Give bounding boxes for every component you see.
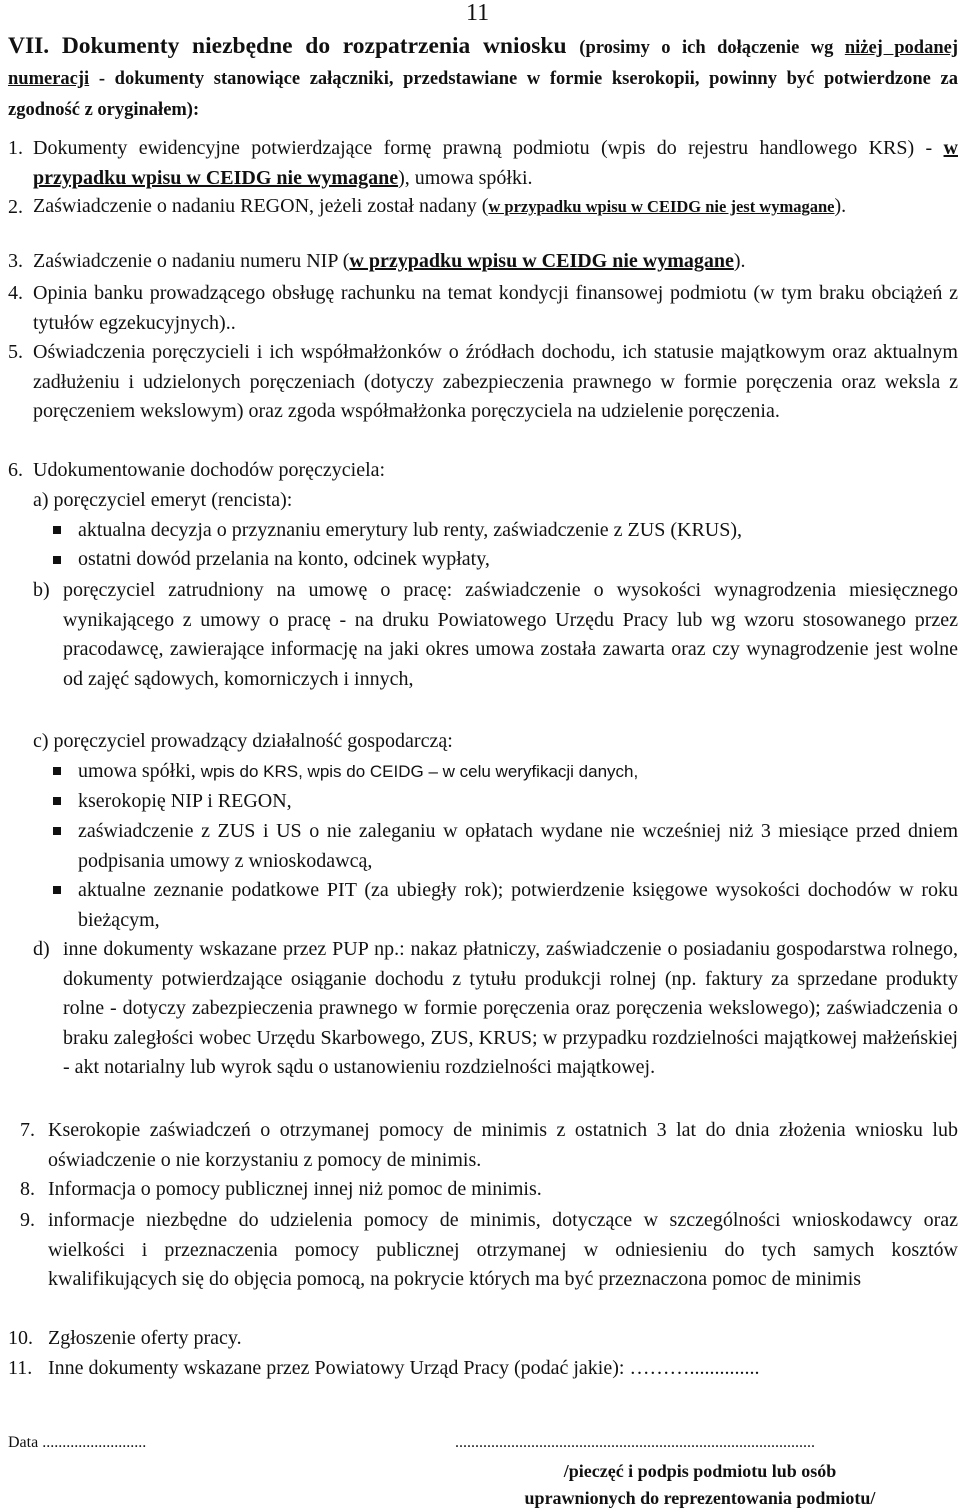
item-3-number: 3.	[8, 250, 23, 272]
item-6c-bullet-4: aktualne zeznanie podatkowe PIT (za ubiegły rok); potwierdzenie księgowe wysokości dochodów w roku bieżącym,	[78, 879, 958, 931]
item-6c-label: c) poręczyciel prowadzący działalność gospodarczą:	[33, 730, 453, 752]
heading-main: VII. Dokumenty niezbędne do rozpatrzenia wniosku	[8, 33, 567, 59]
item-6c-bullet-3: zaświadczenie z ZUS i US o nie zaleganiu w opłatach wydane nie wcześniej niż 3 miesiące przed dniem podpisania umowy z wnioskodawcą,	[78, 820, 958, 872]
item-6: Udokumentowanie dochodów poręczyciela:	[33, 459, 386, 481]
item-5: Oświadczenia poręczycieli i ich współmałżonków o źródłach dochodu, ich statusie majątkowym oraz aktualnym zadłużeniu i udzielonych poręczeniach (dotyczy zabezpieczenia prawnego w formie poręczenia oraz weksla z poręczeniem wekslowym) oraz zgoda współmałżonka poręczyciela na udzielenie poręczenia.	[33, 341, 958, 422]
item-7: Kserokopie zaświadczeń o otrzymanej pomocy de minimis z ostatnich 3 lat do dnia złożenia wniosku lub oświadczenie o nie korzystaniu z pomocy de minimis.	[48, 1119, 958, 1171]
item-9-number: 9.	[20, 1209, 35, 1231]
item-6a-label: a) poręczyciel emeryt (rencista):	[33, 489, 293, 511]
item-6b: poręczyciel zatrudniony na umowę o pracę: zaświadczenie o wysokości wynagrodzenia miesięcznego wynikającego z umowy o pracę - na druku Powiatowego Urzędu Pracy lub wg wzoru stosowanego przez pracodawcę, zawierające informację na jaki okres umowa została zawarta oraz czy wynagrodzenie jest wolne od zajęć sądowych, komorniczych i innych,	[63, 579, 958, 690]
section-heading	[8, 32, 958, 125]
item-6a-bullet-2: ostatni dowód przelania na konto, odcinek wypłaty,	[78, 548, 490, 570]
item-11-number: 11.	[8, 1357, 33, 1379]
item-1: Dokumenty ewidencyjne potwierdzające formę prawną podmiotu (wpis do rejestru handlowego KRS) - w przypadku wpisu w CEIDG nie wymagane), umowa spółki.	[33, 137, 958, 189]
signature-line: ..........................................................................................	[455, 1434, 815, 1451]
date-field: Data ..........................	[8, 1434, 147, 1451]
item-11: Inne dokumenty wskazane przez Powiatowy Urząd Pracy (podać jakie): ………..............	[48, 1357, 760, 1379]
item-1-number: 1.	[8, 137, 23, 159]
bullet-icon	[53, 767, 61, 775]
item-8-number: 8.	[20, 1178, 35, 1200]
item-8: Informacja o pomocy publicznej innej niż pomoc de minimis.	[48, 1178, 542, 1200]
signature-caption: /pieczęć i podpis podmiotu lub osób uprawnionych do reprezentowania podmiotu/	[524, 1461, 876, 1508]
item-6c-bullet-2: kserokopię NIP i REGON,	[78, 790, 292, 812]
item-5-number: 5.	[8, 341, 23, 363]
item-10: Zgłoszenie oferty pracy.	[48, 1327, 242, 1349]
item-6d: inne dokumenty wskazane przez PUP np.: nakaz płatniczy, zaświadczenie o posiadaniu gospodarstwa rolnego, dokumenty potwierdzające osiąganie dochodu z tytułu produkcji rolnej (np. faktury za sprzedane produkty rolne - dotyczy zabezpieczenia prawnego w formie poręczenia oraz poręczenia wekslowego); zaświadczenia o braku zaległości wobec Urzędu Skarbowego, ZUS, KRUS; w przypadku rozdzielności majątkowej małżeńskiej - akt notarialny lub wyrok sądu o ustanowieniu rozdzielności majątkowej.	[63, 938, 958, 1078]
item-4: Opinia banku prowadzącego obsługę rachunku na temat kondycji finansowej podmiotu (w tym braku obciążeń z tytułów egzekucyjnych)..	[33, 282, 958, 334]
bullet-icon	[53, 526, 61, 534]
bullet-icon	[53, 886, 61, 894]
item-6a-bullet-1: aktualna decyzja o przyznaniu emerytury lub renty, zaświadczenie z ZUS (KRUS),	[78, 519, 743, 541]
item-2: Zaświadczenie o nadaniu REGON, jeżeli został nadany (w przypadku wpisu w CEIDG nie jest wymagane).	[33, 195, 847, 217]
item-6c-bullet-1: umowa spółki, wpis do KRS, wpis do CEIDG – w celu weryfikacji danych,	[78, 760, 639, 782]
item-2-number: 2.	[8, 196, 23, 218]
item-6b-label: b)	[33, 579, 50, 601]
bullet-icon	[53, 827, 61, 835]
bullet-icon	[53, 556, 61, 564]
item-9: informacje niezbędne do udzielenia pomocy de minimis, dotyczące w szczególności wnioskodawcy oraz wielkości i przeznaczenia pomocy publicznej otrzymanej w odniesieniu do tych samych kosztów kwalifikujących się do objęcia pomocą, na pokrycie których ma być przeznaczona pomoc de minimis	[48, 1209, 958, 1290]
page-number: 11	[466, 0, 490, 26]
heading-sub: (prosimy o ich dołączenie wg niżej podanej numeracji - dokumenty stanowiące załączniki, przedstawiane w formie kserokopii, powinny być potwierdzone za zgodność z oryginałem):	[8, 38, 959, 120]
bullet-icon	[53, 797, 61, 805]
item-7-number: 7.	[20, 1119, 35, 1141]
item-3: Zaświadczenie o nadaniu numeru NIP (w przypadku wpisu w CEIDG nie wymagane).	[33, 250, 746, 272]
item-6-number: 6.	[8, 459, 23, 481]
item-4-number: 4.	[8, 282, 23, 304]
item-10-number: 10.	[8, 1327, 33, 1349]
item-6d-label: d)	[33, 938, 50, 960]
